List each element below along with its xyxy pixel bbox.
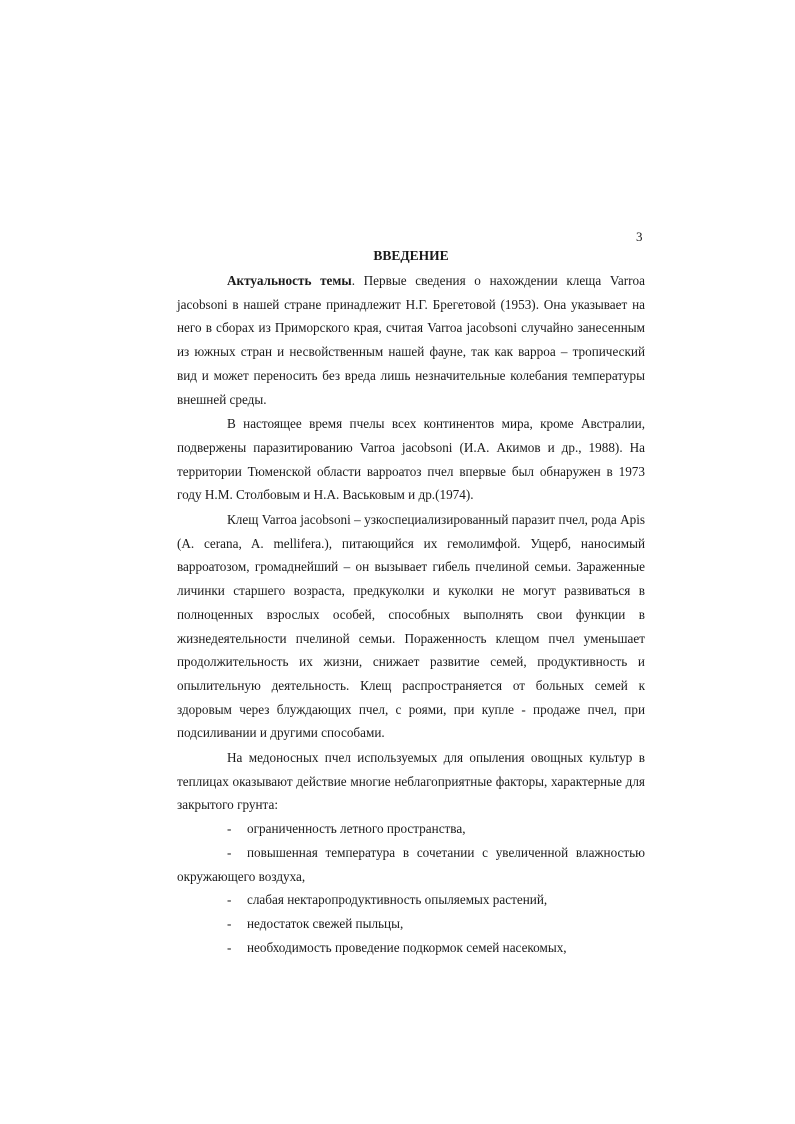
list-marker: - [227, 892, 232, 908]
page-number: 3 [636, 229, 643, 244]
body-text [177, 269, 645, 959]
list-item-text: недостаток свежей пыльцы, [247, 915, 404, 931]
list-item [177, 817, 645, 841]
list-item [177, 936, 645, 960]
page-title: ВВЕДЕНИЕ [373, 248, 449, 263]
list-item-text: слабая нектаропродуктивность опыляемых растений, [247, 892, 548, 908]
list-item [177, 888, 645, 912]
factors-list [177, 817, 645, 959]
paragraph-parasite: Клещ Varroa jacobsoni – узкоспециализированный паразит пчел, рода Apis (A. cerana, A. mellifera.), питающийся их гемолимфой. Ущерб, наносимый варроатозом, громаднейший – он вызывает гибель пчелиной семьи. Зараженные личинки старшего возраста, предкуколки и куколки не могут развиваться в полноценных взрослых особей, способных выполнять свои функции в жизнедеятельности пчелиной семьи. Пораженность клещом пчел уменьшает продолжительность их жизни, снижает развитие семей, продуктивность и опылительную деятельность. Клещ распространяется от больных семей к здоровым через блуждающих пчел, с роями, при купле - продаже пчел, при подсиливании и другими способами. [177, 512, 645, 741]
relevance-lead-term: Актуальность темы [227, 273, 352, 288]
list-item-text: повышенная температура в сочетании с увеличенной влажностью окружающего воздуха, [177, 844, 645, 884]
list-marker: - [227, 939, 232, 955]
list-item [177, 841, 645, 888]
paragraph-spread: В настоящее время пчелы всех континентов мира, кроме Австралии, подвержены паразитированию Varroa jacobsoni (И.А. Акимов и др., 1988). На территории Тюменской области варроатоз пчел впервые был обнаружен в 1973 году Н.М. Столбовым и Н.А. Васьковым и др.(1974). [177, 416, 645, 503]
relevance-text: . Первые сведения о нахождении клеща Varroa jacobsoni в нашей стране принадлежит Н.Г. Брегетовой (1953). Она указывает на него в сборах из Приморского края, считая Varroa jacobsoni случайно занесенным из южных стран и несвойственным нашей фауне, так как варроа – тропический вид и может переносить без вреда лишь незначительные колебания температуры внешней среды. [177, 273, 645, 407]
list-item-text: ограниченность летного пространства, [247, 821, 466, 837]
list-item-text: необходимость проведение подкормок семей насекомых, [247, 939, 567, 955]
list-marker: - [227, 821, 232, 837]
list-marker: - [227, 915, 232, 931]
paragraph-relevance [177, 269, 645, 411]
list-item [177, 912, 645, 936]
list-marker: - [227, 844, 232, 860]
paragraph-greenhouse: На медоносных пчел используемых для опыления овощных культур в теплицах оказывают действие многие неблагоприятные факторы, характерные для закрытого грунта: [177, 750, 645, 813]
